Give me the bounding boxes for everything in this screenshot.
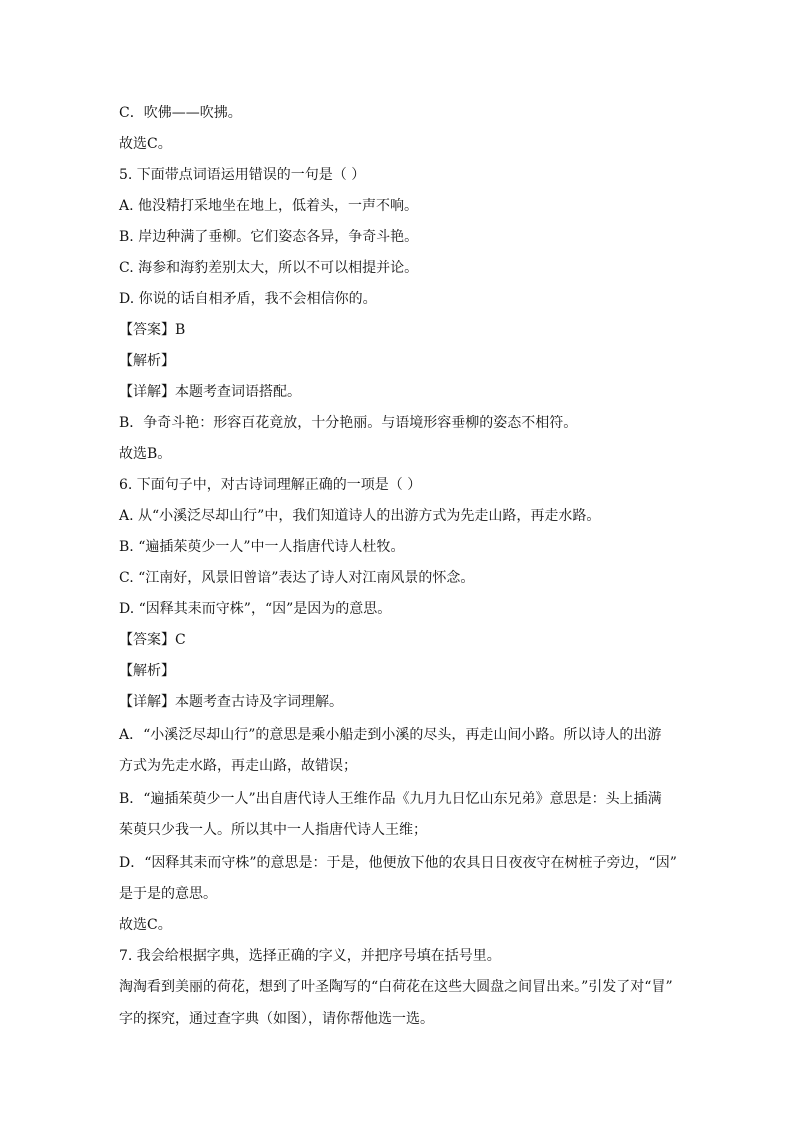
question-6-detail-b-2: 茱萸只少我一人。所以其中一人指唐代诗人王维；: [119, 822, 427, 838]
question-5-option-a: A. 他没精打采地坐在地上，低着头，一声不响。: [119, 198, 419, 214]
question-7-stem: 7. 我会给根据字典，选择正确的字义，并把序号填在括号里。: [119, 948, 501, 964]
question-5-conclusion: 故选B。: [119, 446, 172, 462]
question-6-conclusion: 故选C。: [119, 917, 172, 933]
question-5-detail: 【详解】本题考查词语搭配。: [119, 384, 301, 400]
question-6-analysis-label: 【解析】: [119, 663, 175, 679]
question-6-option-a: A. 从“小溪泛尽却山行”中，我们知道诗人的出游方式为先走山路，再走水路。: [119, 508, 601, 524]
question-5-answer: 【答案】B: [119, 322, 186, 338]
question-6-detail-a-1: A．“小溪泛尽却山行”的意思是乘小船走到小溪的尽头，再走山间小路。所以诗人的出游: [119, 727, 662, 743]
question-5-option-d: D. 你说的话自相矛盾，我不会相信你的。: [119, 291, 377, 307]
question-5-option-b: B. 岸边种满了垂柳。它们姿态各异，争奇斗艳。: [119, 229, 419, 245]
question-6-answer: 【答案】C: [119, 632, 186, 648]
conclusion-line: 故选C。: [119, 136, 172, 152]
question-5-option-c: C. 海参和海豹差别太大，所以不可以相提并论。: [119, 260, 419, 276]
question-5-detail-b: B．争奇斗艳：形容百花竟放，十分艳丽。与语境形容垂柳的姿态不相符。: [119, 415, 578, 431]
question-5-analysis-label: 【解析】: [119, 353, 175, 369]
question-6-detail: 【详解】本题考查古诗及字词理解。: [119, 694, 343, 710]
question-6-stem: 6. 下面句子中，对古诗词理解正确的一项是（ ）: [119, 477, 422, 493]
option-c-explanation: C．吹佛——吹拂。: [119, 105, 242, 121]
question-6-detail-b-1: B．“遍插茱萸少一人”出自唐代诗人王维作品《九月九日忆山东兄弟》意思是：头上插满: [119, 791, 662, 807]
question-6-detail-a-2: 方式为先走水路，再走山路，故错误；: [119, 758, 357, 774]
question-6-option-b: B. “遍插茱萸少一人”中一人指唐代诗人杜牧。: [119, 539, 405, 555]
question-6-detail-d-2: 是于是的意思。: [119, 886, 217, 902]
question-7-context-2: 字的探究，通过查字典（如图），请你帮他选一选。: [119, 1011, 434, 1027]
question-5-stem: 5. 下面带点词语运用错误的一句是（ ）: [119, 167, 366, 183]
question-6-option-d: D. “因释其耒而守株”，“因”是因为的意思。: [119, 601, 392, 617]
question-6-option-c: C. “江南好，风景旧曾谙”表达了诗人对江南风景的怀念。: [119, 570, 475, 586]
question-6-detail-d-1: D．“因释其耒而守株”的意思是：于是，他便放下他的农具日日夜夜守在树桩子旁边，“因”: [119, 855, 677, 871]
question-7-context-1: 淘淘看到美丽的荷花，想到了叶圣陶写的“白荷花在这些大圆盘之间冒出来。”引发了对“冒”: [119, 979, 673, 995]
